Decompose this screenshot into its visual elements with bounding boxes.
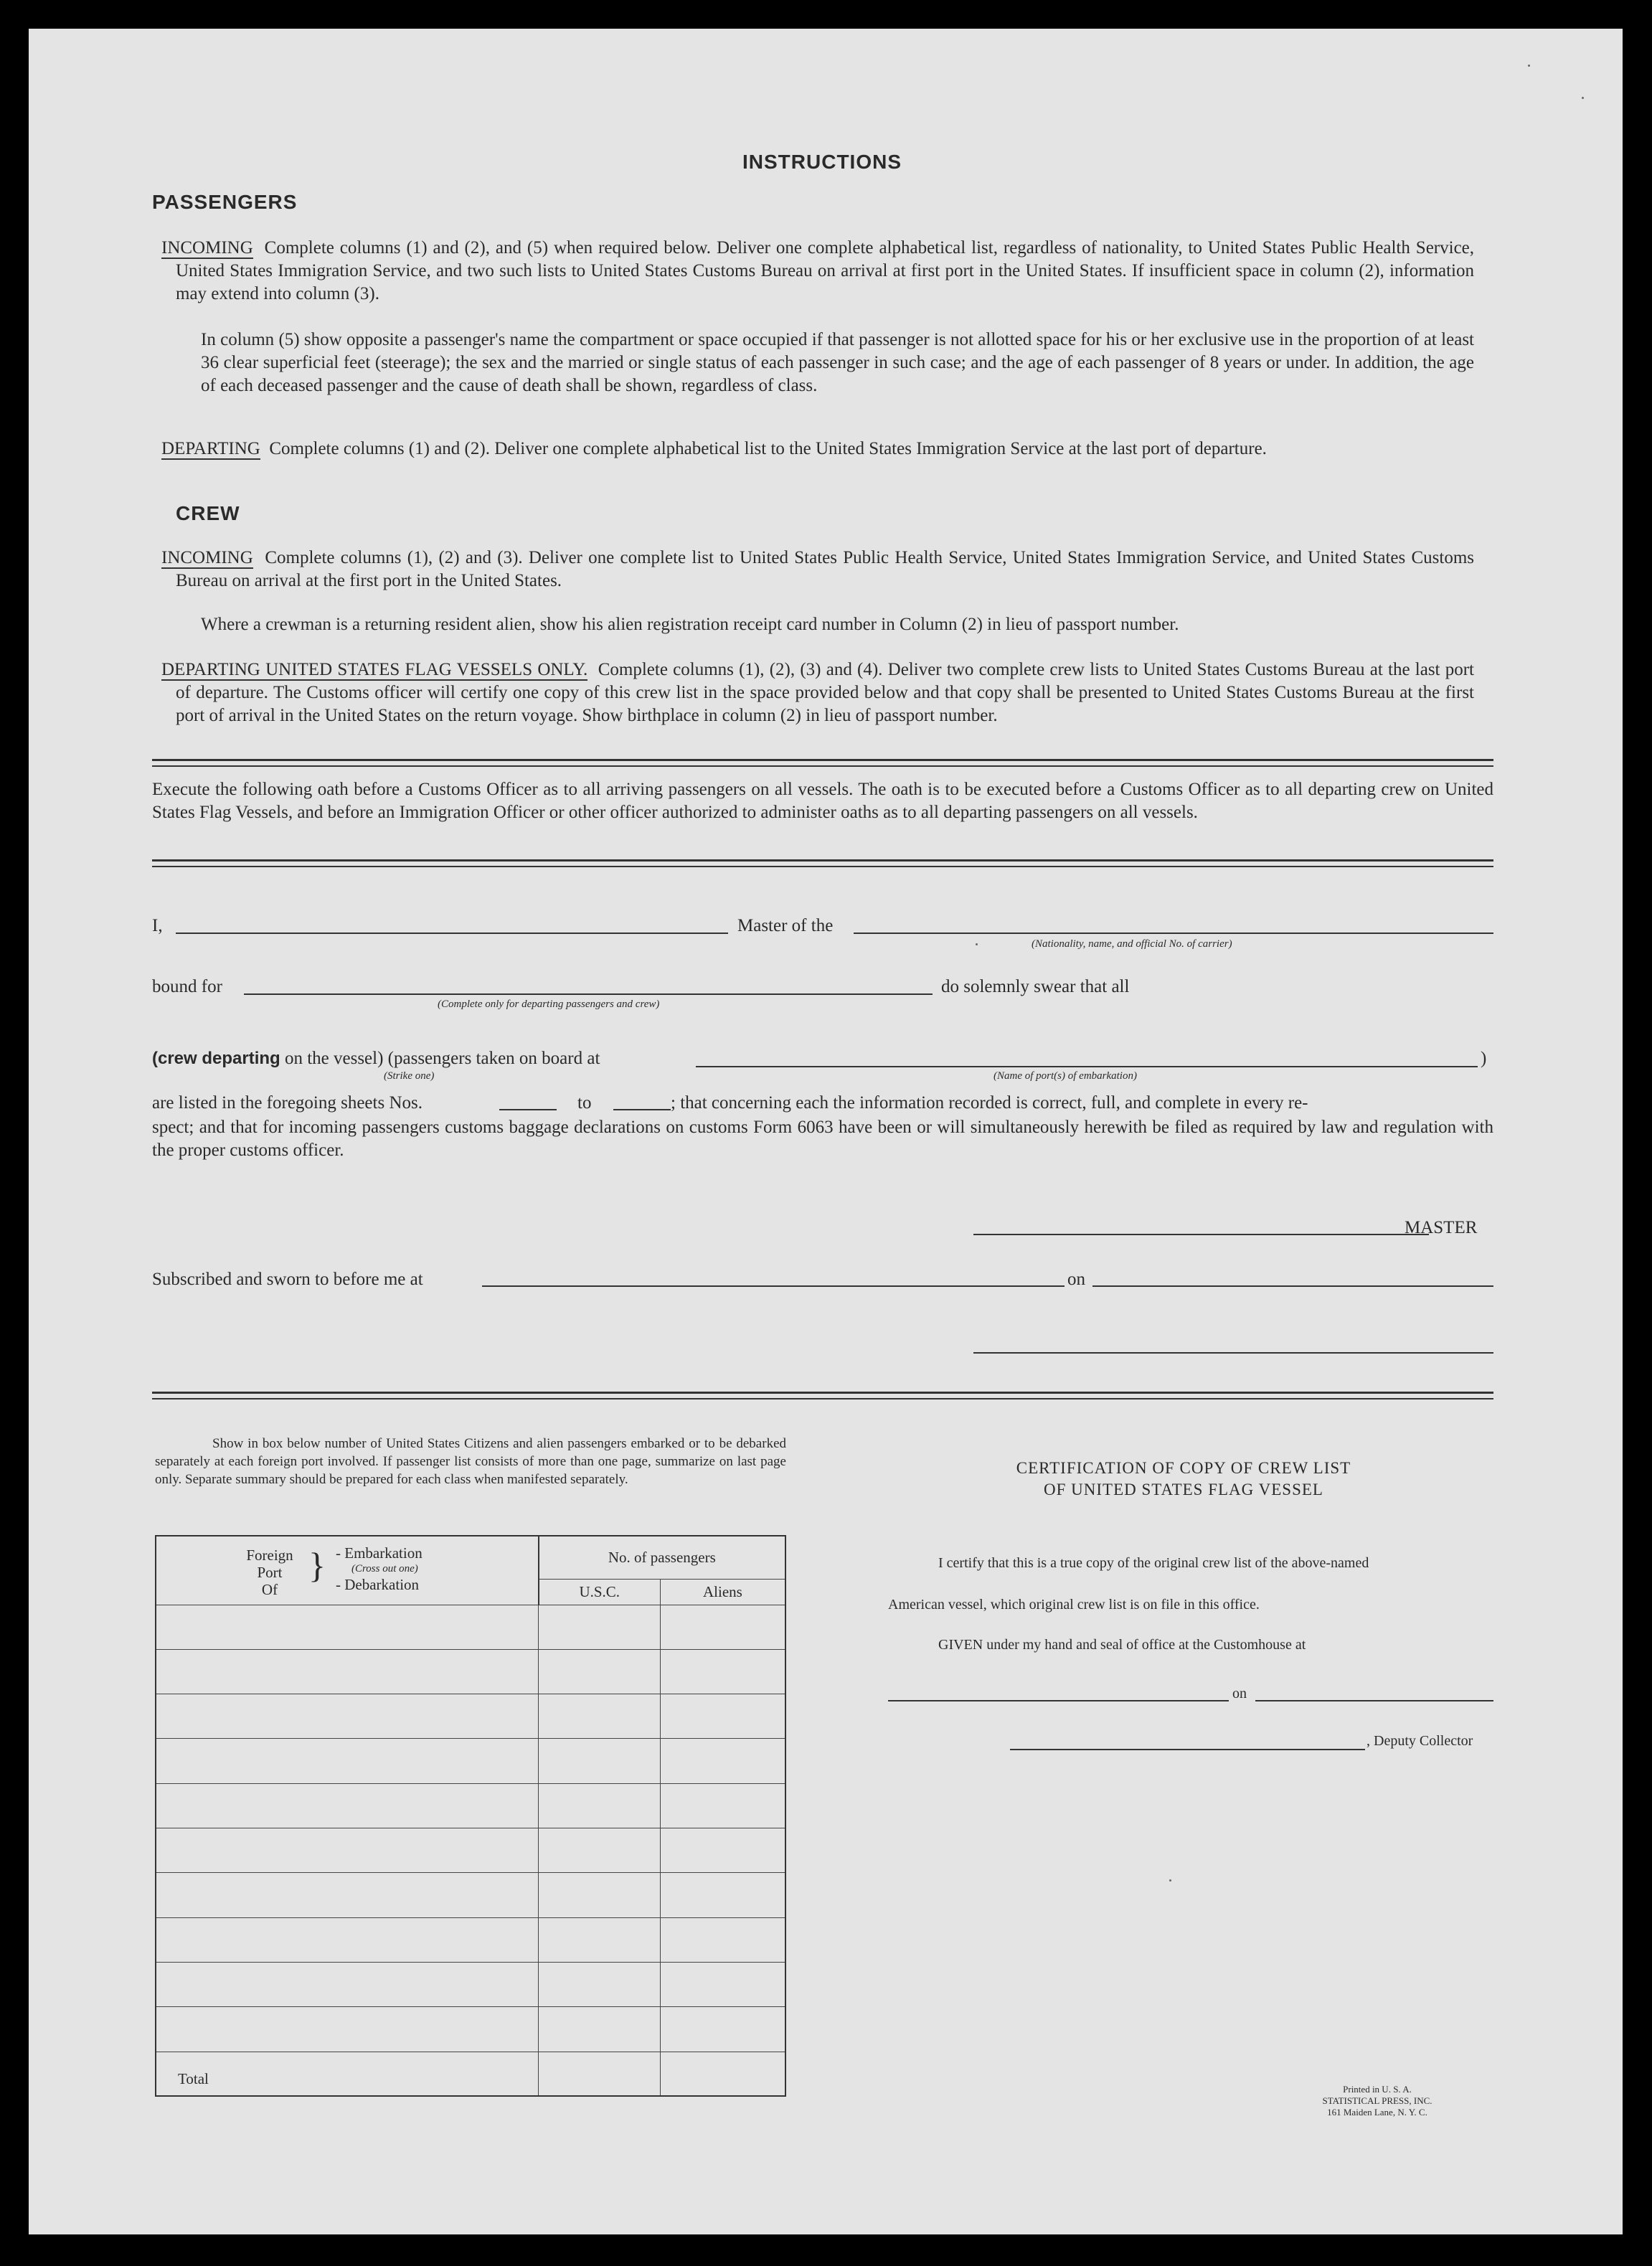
total-usc-cell[interactable] xyxy=(539,2052,661,2096)
port-cell[interactable] xyxy=(156,1962,539,2006)
carrier-caption: (Nationality, name, and official No. of carrier) xyxy=(1032,938,1232,950)
aliens-cell[interactable] xyxy=(660,1694,785,1739)
scan-speck xyxy=(1528,65,1530,67)
crew-incoming-paragraph xyxy=(161,547,1475,593)
certification-title-line1: CERTIFICATION OF COPY OF CREW LIST xyxy=(1016,1459,1351,1477)
lower-divider xyxy=(152,1392,1493,1399)
summary-instructions: Show in box below number of United States Citizens and alien passengers embarked or to be debarked separately at each foreign port involved. If passenger list consists of more than one page, summarize on last page only. Separate summary should be prepared for each class when manifested separately. xyxy=(155,1436,786,1487)
passengers-incoming-label: INCOMING xyxy=(161,238,253,258)
sworn-on-label: on xyxy=(1067,1270,1085,1289)
port-cell[interactable] xyxy=(156,1783,539,1828)
embarkation-option[interactable]: - Embarkation xyxy=(336,1544,423,1562)
usc-cell[interactable] xyxy=(539,1873,661,1917)
usc-cell[interactable] xyxy=(539,1783,661,1828)
close-paren: ) xyxy=(1481,1049,1487,1068)
usc-cell[interactable] xyxy=(539,1917,661,1962)
cross-out-note: (Cross out one) xyxy=(351,1563,418,1575)
port-cell[interactable] xyxy=(156,1739,539,1783)
printer-line1: Printed in U. S. A. xyxy=(1343,2084,1412,2095)
crew-departing-label: DEPARTING UNITED STATES FLAG VESSELS ONLY. xyxy=(161,660,588,679)
aliens-cell[interactable] xyxy=(660,1962,785,2006)
master-signature-line[interactable] xyxy=(973,1234,1429,1235)
crew-departing-option[interactable]: (crew departing xyxy=(152,1049,280,1068)
debarkation-option[interactable]: - Debarkation xyxy=(336,1576,420,1593)
crew-incoming-label: INCOMING xyxy=(161,548,253,567)
page-title: INSTRUCTIONS xyxy=(742,151,902,173)
scan-speck xyxy=(1582,97,1584,99)
port-cell[interactable] xyxy=(156,2007,539,2052)
scan-speck xyxy=(976,943,978,945)
usc-cell[interactable] xyxy=(539,2007,661,2052)
printer-imprint xyxy=(1291,2084,1463,2118)
aliens-cell[interactable] xyxy=(660,1917,785,1962)
printer-line2: STATISTICAL PRESS, INC. xyxy=(1322,2095,1432,2106)
passengers-departing-text: Complete columns (1) and (2). Deliver one complete alphabetical list to the United States Immigration Service at the last port of departure. xyxy=(269,439,1267,458)
passengers-heading: PASSENGERS xyxy=(152,191,298,213)
usc-header: U.S.C. xyxy=(539,1579,661,1605)
crew-incoming-text: Complete columns (1), (2) and (3). Deliver one complete list to United States Public Health Service, United States Immigration Service, and United States Customs Bureau on arrival at the first port in the United States. xyxy=(176,548,1475,590)
oath-i-label: I, xyxy=(152,916,163,935)
bound-caption: (Complete only for departing passengers and crew) xyxy=(438,999,660,1010)
deputy-signature-line[interactable] xyxy=(1010,1749,1365,1750)
port-cell[interactable] xyxy=(156,1649,539,1694)
strike-caption: (Strike one) xyxy=(384,1070,435,1082)
passengers-incoming-text: Complete columns (1) and (2), and (5) when required below. Deliver one complete alphabetical list, regardless of nationality, to United States Public Health Service, United States Immigration Service, and two such lists to United States Customs Bureau on arrival at first port in the United States. If insufficient space in column (2), information may extend into column (3). xyxy=(176,238,1475,303)
master-name-field[interactable] xyxy=(176,933,728,934)
usc-cell[interactable] xyxy=(539,1694,661,1739)
port-cell[interactable] xyxy=(156,1605,539,1649)
sheet-to-field[interactable] xyxy=(613,1109,671,1110)
total-aliens-cell[interactable] xyxy=(660,2052,785,2096)
form-page xyxy=(29,29,1623,2234)
deputy-collector-label: , Deputy Collector xyxy=(1367,1733,1473,1749)
scan-speck xyxy=(1169,1879,1171,1882)
usc-cell[interactable] xyxy=(539,1828,661,1872)
port-cell[interactable] xyxy=(156,1694,539,1739)
certify-text: I certify that this is a true copy of the original crew list of the above-named xyxy=(938,1555,1369,1571)
total-label: Total xyxy=(156,2052,539,2096)
listed-label: are listed in the foregoing sheets Nos. xyxy=(152,1093,423,1113)
crew-departing-text: Complete columns (1), (2), (3) and (4). Deliver two complete crew lists to United States Customs Bureau at the last port of departure. The Customs officer will certify one copy of this crew list in the space provided below and that copy shall be presented to United States Customs Bureau at the first port of arrival in the United States on the return voyage. Show birthplace in column (2) in lieu of passport number. xyxy=(176,660,1474,725)
cert-date-field[interactable] xyxy=(1255,1700,1493,1701)
passengers-column5-paragraph: In column (5) show opposite a passenger's name the compartment or space occupied if that passenger is not allotted space for his or her exclusive use in the proportion of at least 36 clear superficial feet (steerage); the sex and the married or single status of each passenger in such case; and the age of each passenger of 8 years or under. In addition, the age of each deceased passenger and the cause of death shall be shown, regardless of class. xyxy=(201,330,1474,395)
usc-cell[interactable] xyxy=(539,1739,661,1783)
aliens-cell[interactable] xyxy=(660,1828,785,1872)
oath-instructions: Execute the following oath before a Customs Officer as to all arriving passengers on all vessels. The oath is to be executed before a Customs Officer as to all departing crew on United States Flag Vessels, and before an Immigration Officer or other officer authorized to administer oaths as to all departing passengers on all vessels. xyxy=(152,780,1493,822)
sworn-place-field[interactable] xyxy=(482,1285,1065,1287)
port-cell[interactable] xyxy=(156,1828,539,1872)
on-vessel-label: on the vessel) xyxy=(284,1049,384,1068)
sheet-from-field[interactable] xyxy=(499,1109,557,1110)
port-header-cell xyxy=(156,1536,539,1605)
certification-title xyxy=(961,1458,1406,1501)
embarkation-ports-field[interactable] xyxy=(696,1066,1478,1067)
certify-text2: American vessel, which original crew list is on file in this office. xyxy=(888,1597,1260,1613)
carrier-field[interactable] xyxy=(854,933,1493,934)
passengers-incoming-paragraph xyxy=(161,237,1475,306)
crew-passengers-line xyxy=(152,1049,600,1069)
certification-title-line2: OF UNITED STATES FLAG VESSEL xyxy=(1044,1481,1323,1498)
passengers-taken-option[interactable]: (passengers taken on board at xyxy=(387,1049,600,1068)
swear-label: do solemnly swear that all xyxy=(941,977,1130,996)
listed-continuation: spect; and that for incoming passengers customs baggage declarations on customs Form 6063 have been or will simultaneously herewith be filed as required by law and regulation with the proper customs officer. xyxy=(152,1118,1493,1160)
subscribed-label: Subscribed and sworn to before me at xyxy=(152,1270,423,1289)
given-text: GIVEN under my hand and seal of office at the Customhouse at xyxy=(938,1637,1306,1653)
usc-cell[interactable] xyxy=(539,1962,661,2006)
master-label: MASTER xyxy=(1405,1218,1478,1237)
passengers-departing-paragraph xyxy=(161,438,1474,461)
sworn-date-field[interactable] xyxy=(1092,1285,1493,1287)
brace-icon: } xyxy=(308,1545,326,1585)
cert-on-label: on xyxy=(1232,1686,1247,1701)
bound-for-field[interactable] xyxy=(244,993,933,995)
crew-heading: CREW xyxy=(176,502,240,524)
crew-resident-paragraph: Where a crewman is a returning resident alien, show his alien registration receipt card number in Column (2) in lieu of passport number. xyxy=(201,615,1179,634)
usc-cell[interactable] xyxy=(539,1605,661,1649)
no-passengers-header: No. of passengers xyxy=(539,1536,785,1579)
aliens-header: Aliens xyxy=(660,1579,785,1605)
port-label: Port xyxy=(257,1564,283,1581)
crew-departing-paragraph xyxy=(161,658,1474,727)
officer-signature-line[interactable] xyxy=(973,1352,1493,1354)
printer-line3: 161 Maiden Lane, N. Y. C. xyxy=(1327,2107,1427,2118)
embark-caption: (Name of port(s) of embarkation) xyxy=(993,1070,1137,1082)
oath-divider xyxy=(152,859,1493,867)
listed-rest: ; that concerning each the information recorded is correct, full, and complete in every re- xyxy=(671,1093,1308,1113)
port-cell[interactable] xyxy=(156,1917,539,1962)
customhouse-field[interactable] xyxy=(888,1700,1229,1701)
aliens-cell[interactable] xyxy=(660,1873,785,1917)
passengers-departing-label: DEPARTING xyxy=(161,439,260,458)
aliens-cell[interactable] xyxy=(660,1739,785,1783)
passenger-summary-table xyxy=(155,1535,786,2097)
bound-for-label: bound for xyxy=(152,977,222,996)
aliens-cell[interactable] xyxy=(660,1783,785,1828)
to-label: to xyxy=(577,1093,592,1113)
aliens-cell[interactable] xyxy=(660,1649,785,1694)
port-cell[interactable] xyxy=(156,1873,539,1917)
usc-cell[interactable] xyxy=(539,1649,661,1694)
foreign-label: Foreign xyxy=(246,1547,293,1564)
of-label: Of xyxy=(261,1581,278,1598)
aliens-cell[interactable] xyxy=(660,2007,785,2052)
section-divider xyxy=(152,759,1493,767)
aliens-cell[interactable] xyxy=(660,1605,785,1649)
master-of-label: Master of the xyxy=(737,916,834,935)
